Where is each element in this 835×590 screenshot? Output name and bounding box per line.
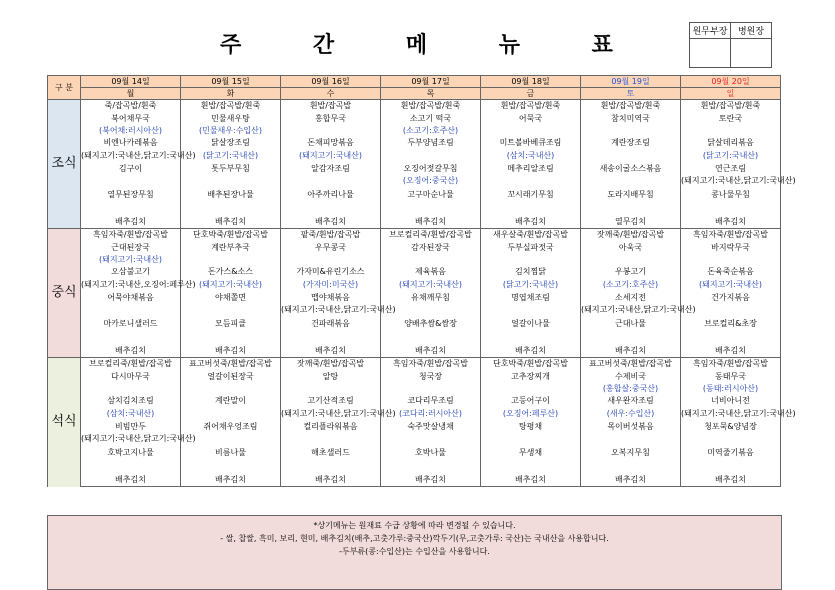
menu-item: 닭살장조림	[181, 136, 281, 149]
header-date: 09월 14일	[81, 76, 181, 88]
menu-item: (돼지고기:국내산,닭고기:국내산)	[581, 305, 696, 314]
menu-item: 소고기 떡국	[381, 111, 481, 125]
menu-item	[581, 332, 681, 343]
menu-item: 두부양념조림	[381, 136, 481, 149]
header-date: 09월 18일	[481, 76, 581, 88]
menu-item	[381, 254, 481, 265]
menu-item: 고기산적조림	[281, 394, 381, 407]
menu-item: 맵야채볶음	[281, 290, 381, 304]
menu-item	[281, 254, 381, 265]
header-day: 화	[181, 88, 281, 100]
menu-item: 배추김치	[381, 214, 481, 229]
menu-item: 열무김치	[581, 214, 681, 229]
menu-item: 숙주맛살냉채	[381, 419, 481, 433]
menu-item: 근대된장국	[81, 240, 181, 254]
menu-item: 단호박죽/흰밥/잡곡밥	[181, 229, 281, 241]
menu-item: 청포묵&양념장	[681, 419, 781, 433]
menu-item: 돈채피망볶음	[281, 136, 381, 149]
menu-item	[481, 332, 581, 343]
menu-item	[381, 332, 481, 343]
approval-label-1: 원무부장	[690, 23, 731, 39]
menu-item	[481, 304, 581, 315]
menu-item	[381, 433, 481, 444]
menu-row	[48, 383, 781, 394]
menu-item: 브로컬리죽/흰밥/잡곡밥	[381, 229, 481, 241]
menu-row	[48, 100, 781, 112]
menu-item: 배추김치	[381, 343, 481, 358]
menu-item	[181, 203, 281, 214]
menu-item	[581, 149, 681, 161]
menu-row	[48, 369, 781, 383]
menu-item: (닭고기:국내산)	[681, 149, 781, 161]
menu-row	[48, 278, 781, 290]
menu-item: 배추된장나물	[181, 186, 281, 203]
menu-item	[381, 461, 481, 472]
menu-item: 흑임자죽/흰밥/잡곡밥	[681, 229, 781, 241]
menu-item: (소고기:호주산)	[381, 125, 481, 136]
menu-item	[481, 461, 581, 472]
menu-item: 배추김치	[681, 214, 781, 229]
menu-item: 어묵국	[481, 111, 581, 125]
header-day: 수	[281, 88, 381, 100]
menu-item	[281, 383, 381, 394]
menu-item: 아주까리나물	[281, 186, 381, 203]
menu-item: 알감자조림	[281, 161, 381, 175]
menu-item: (돼지고기:국내산,닭고기:국내산)	[81, 150, 196, 160]
menu-item: 김치찜닭	[481, 265, 581, 278]
menu-item: 쥐어채우엉조림	[181, 419, 281, 433]
menu-item: 고구마순나물	[381, 186, 481, 203]
menu-item: (삼치:국내산)	[81, 407, 181, 419]
menu-row	[48, 433, 781, 444]
menu-item: 흰밥/잡곡밥/흰죽	[381, 100, 481, 112]
menu-item: 참치미역국	[581, 111, 681, 125]
menu-item: 바지락무국	[681, 240, 781, 254]
menu-item	[681, 332, 781, 343]
menu-row	[48, 332, 781, 343]
approval-sign-1[interactable]	[690, 39, 731, 68]
header-dates-row	[48, 76, 781, 88]
menu-item	[581, 461, 681, 472]
menu-item: (오징어:페루산)	[481, 407, 581, 419]
menu-item: 계란장조림	[581, 136, 681, 149]
menu-item: 얼갈이나물	[481, 315, 581, 332]
menu-row	[48, 175, 781, 186]
menu-item: 고추장찌개	[481, 369, 581, 383]
menu-item: 메추리알조림	[481, 161, 581, 175]
footer-note-2: - 쌀, 찹쌀, 흑미, 보리, 현미, 배추김치(배추,고춧가루:중국산)깍두기(무,고춧가루: 국산)는 국내산을 사용합니다.	[220, 534, 609, 543]
menu-item: 코다리무조림	[381, 394, 481, 407]
menu-item: (삼치:국내산)	[481, 149, 581, 161]
menu-item: 흑임자죽/흰밥/잡곡밥	[381, 358, 481, 370]
meal-label: 조식	[48, 100, 81, 229]
header-day: 목	[381, 88, 481, 100]
menu-item: 흑임자죽/흰밥/잡곡밥	[681, 358, 781, 370]
menu-item	[181, 383, 281, 394]
menu-item: 배추김치	[581, 343, 681, 358]
header-day: 월	[81, 88, 181, 100]
menu-item	[581, 433, 681, 444]
menu-row	[48, 472, 781, 487]
page-title: 주 간 메 뉴 표	[220, 33, 645, 58]
menu-item: 해초샐러드	[281, 444, 381, 461]
menu-item: (돼지고기:국내산)	[281, 149, 381, 161]
menu-item: 홍합무국	[281, 111, 381, 125]
menu-item: 민물새우탕	[181, 111, 281, 125]
menu-item: 배추김치	[481, 214, 581, 229]
menu-item	[681, 461, 781, 472]
menu-row	[48, 265, 781, 278]
menu-item	[481, 125, 581, 136]
menu-item: 콩나물무침	[681, 186, 781, 203]
menu-item: (가자미:미국산)	[281, 278, 381, 290]
approval-sign-2[interactable]	[731, 39, 772, 68]
menu-item: 표고버섯죽/흰밥/잡곡밥	[581, 358, 681, 370]
menu-item: 브로컬리&초장	[681, 315, 781, 332]
menu-item	[481, 175, 581, 186]
header-date: 09월 15일	[181, 76, 281, 88]
menu-row	[48, 240, 781, 254]
menu-item: 흰밥/잡곡밥/흰죽	[481, 100, 581, 112]
menu-item: 배추김치	[481, 343, 581, 358]
menu-item: 새우완자조림	[581, 394, 681, 407]
menu-item	[181, 461, 281, 472]
menu-item: 꼬시래기무침	[481, 186, 581, 203]
menu-item: (오징어:중국산)	[381, 175, 481, 186]
menu-item: 배추김치	[81, 214, 181, 229]
menu-item: 흑임자죽/흰밥/잡곡밥	[81, 229, 181, 241]
menu-row	[48, 111, 781, 125]
header-day: 토	[581, 88, 681, 100]
menu-item: (동태:러시아산)	[681, 383, 781, 394]
menu-item: 잣깨죽/흰밥/잡곡밥	[581, 229, 681, 241]
menu-item	[81, 461, 181, 472]
menu-item	[81, 203, 181, 214]
menu-item: 가자미&유린기소스	[281, 265, 381, 278]
menu-item: 배추김치	[181, 214, 281, 229]
footer-notes	[47, 515, 782, 590]
menu-item: 청국장	[381, 369, 481, 383]
menu-item: (돼지고기:국내산,오징어:페루산)	[81, 279, 196, 289]
menu-item: (돼지고기:국내산)	[681, 278, 781, 290]
menu-item: 미트볼바베큐조림	[481, 136, 581, 149]
menu-item	[481, 203, 581, 214]
menu-item: 표고버섯죽/흰밥/잡곡밥	[181, 358, 281, 370]
meal-label: 중식	[48, 229, 81, 358]
menu-item: 배추김치	[281, 214, 381, 229]
menu-item: 다시마무국	[81, 369, 181, 383]
menu-item	[181, 332, 281, 343]
menu-row	[48, 444, 781, 461]
menu-item	[581, 254, 681, 265]
menu-item: (돼지고기:국내산,닭고기:국내산)	[681, 408, 796, 418]
menu-item: 수제비국	[581, 369, 681, 383]
menu-item: (코다리:러시아산)	[381, 407, 481, 419]
menu-item: 컬리플라워볶음	[281, 419, 381, 433]
menu-item	[281, 175, 381, 186]
menu-item: 북어채무국	[81, 111, 181, 125]
menu-item	[281, 125, 381, 136]
menu-row	[48, 358, 781, 370]
menu-item	[181, 175, 281, 186]
menu-item	[381, 149, 481, 161]
approval-label-2: 병원장	[731, 23, 772, 39]
menu-item: 죽/잡곡밥/흰죽	[81, 100, 181, 112]
menu-item: 배추김치	[81, 343, 181, 358]
menu-item: 모듬피클	[181, 315, 281, 332]
menu-item	[81, 383, 181, 394]
menu-item: 배추김치	[581, 472, 681, 487]
menu-item: 명엽채조림	[481, 290, 581, 304]
menu-item: 돈육죽순볶음	[681, 265, 781, 278]
menu-item: 배추김치	[681, 343, 781, 358]
menu-item	[481, 383, 581, 394]
menu-item	[81, 304, 181, 315]
menu-row	[48, 125, 781, 136]
menu-item: 어묵야채볶음	[81, 290, 181, 304]
menu-item: 흰밥/잡곡밥	[281, 100, 381, 112]
menu-item	[281, 433, 381, 444]
menu-item: 배추김치	[381, 472, 481, 487]
menu-item: 우무콩국	[281, 240, 381, 254]
menu-item: 김구이	[81, 161, 181, 175]
menu-item: 배추김치	[481, 472, 581, 487]
header-date: 09월 19일	[581, 76, 681, 88]
menu-item: (새우:수입산)	[581, 407, 681, 419]
header-date: 09월 16일	[281, 76, 381, 88]
meal-label: 석식	[48, 358, 81, 487]
header-day: 금	[481, 88, 581, 100]
menu-item: 감자된장국	[381, 240, 481, 254]
menu-item: (닭고기:국내산)	[181, 149, 281, 161]
menu-row	[48, 304, 781, 315]
menu-row	[48, 149, 781, 161]
menu-item: 계란부추국	[181, 240, 281, 254]
header-day: 일	[681, 88, 781, 100]
menu-item: (닭고기:국내산)	[481, 278, 581, 290]
menu-item: 계란말이	[181, 394, 281, 407]
menu-item	[681, 433, 781, 444]
menu-item: (소고기:호주산)	[581, 278, 681, 290]
menu-item: 마카로니샐러드	[81, 315, 181, 332]
menu-row	[48, 214, 781, 229]
menu-item	[181, 407, 281, 419]
menu-row	[48, 229, 781, 241]
menu-item	[181, 254, 281, 265]
menu-item: 도라지배무침	[581, 186, 681, 203]
menu-item: 흰밥/잡곡밥/흰죽	[681, 100, 781, 112]
header-date: 09월 20일	[681, 76, 781, 88]
menu-item: 소세지전	[581, 290, 681, 304]
menu-item	[681, 203, 781, 214]
menu-item	[581, 203, 681, 214]
menu-item: 흰밥/잡곡밥/흰죽	[581, 100, 681, 112]
menu-item: 우봉고기	[581, 265, 681, 278]
menu-item: 비빔만두	[81, 419, 181, 433]
menu-item: (돼지고기:국내산,닭고기:국내산)	[281, 305, 396, 314]
menu-item: 양배추쌈&쌈장	[381, 315, 481, 332]
menu-item: 톳두부무침	[181, 161, 281, 175]
menu-item: 새송이굴소스볶음	[581, 161, 681, 175]
menu-item: 토란국	[681, 111, 781, 125]
menu-row	[48, 461, 781, 472]
menu-item: 배추김치	[181, 472, 281, 487]
menu-item: 건파래볶음	[281, 315, 381, 332]
footer-note-1: *상기메뉴는 원재료 수급 상황에 따라 변경될 수 있습니다.	[313, 521, 516, 530]
menu-item: 제육볶음	[381, 265, 481, 278]
menu-item: 돈가스&소스	[181, 265, 281, 278]
menu-item: 연근조림	[681, 161, 781, 175]
footer-note-3: -두부류(콩:수입산)는 수입산을 사용합니다.	[339, 547, 490, 556]
menu-row	[48, 254, 781, 265]
menu-item: 배추김치	[281, 472, 381, 487]
menu-row	[48, 161, 781, 175]
menu-row	[48, 394, 781, 407]
menu-item: 호박고지나물	[81, 444, 181, 461]
menu-item: 얼갈이된장국	[181, 369, 281, 383]
menu-item: 알탕	[281, 369, 381, 383]
menu-item: 고등어구이	[481, 394, 581, 407]
menu-item: 비엔나카레볶음	[81, 136, 181, 149]
menu-item: 유채깨무침	[381, 290, 481, 304]
menu-item: 탕평채	[481, 419, 581, 433]
menu-item: 오징어젓갈무침	[381, 161, 481, 175]
menu-item: 미역줄기볶음	[681, 444, 781, 461]
menu-row	[48, 290, 781, 304]
menu-row	[48, 343, 781, 358]
menu-item: 새우살죽/흰밥/잡곡밥	[481, 229, 581, 241]
menu-item: 무생채	[481, 444, 581, 461]
menu-item	[681, 125, 781, 136]
menu-item	[381, 203, 481, 214]
menu-item: (돼지고기:국내산)	[81, 254, 181, 265]
menu-item	[681, 254, 781, 265]
header-days-row	[48, 88, 781, 100]
menu-item: 야채쫄면	[181, 290, 281, 304]
menu-row	[48, 136, 781, 149]
menu-item: (민물새우:수입산)	[181, 125, 281, 136]
menu-item	[281, 461, 381, 472]
menu-row	[48, 186, 781, 203]
menu-item: (돼지고기:국내산,닭고기:국내산)	[281, 408, 396, 418]
menu-item: 목이버섯볶음	[581, 419, 681, 433]
menu-item: (돼지고기:국내산)	[381, 278, 481, 290]
menu-item: 너비아니전	[681, 394, 781, 407]
menu-item	[581, 125, 681, 136]
menu-item: 배추김치	[281, 343, 381, 358]
menu-item: 오삼불고기	[81, 265, 181, 278]
menu-item: 아욱국	[581, 240, 681, 254]
menu-item	[481, 433, 581, 444]
menu-item	[181, 304, 281, 315]
menu-item	[81, 175, 181, 186]
menu-item: (홍합살:중국산)	[581, 383, 681, 394]
menu-item: (북어채:러시아산)	[81, 125, 181, 136]
menu-item: 동태무국	[681, 369, 781, 383]
menu-item: 배추김치	[81, 472, 181, 487]
header-label: 구 분	[48, 76, 81, 100]
menu-row	[48, 203, 781, 214]
menu-item: 두부실파젓국	[481, 240, 581, 254]
menu-item	[381, 383, 481, 394]
menu-item: 삼치김치조림	[81, 394, 181, 407]
menu-item	[581, 175, 681, 186]
menu-row	[48, 419, 781, 433]
header-date: 09월 17일	[381, 76, 481, 88]
menu-item: 비름나물	[181, 444, 281, 461]
menu-item: 브로컬리죽/흰밥/잡곡밥	[81, 358, 181, 370]
weekly-menu-table	[47, 75, 796, 487]
menu-item: 닭살데리볶음	[681, 136, 781, 149]
menu-item: 잣깨죽/흰밥/잡곡밥	[281, 358, 381, 370]
menu-item: 호박나물	[381, 444, 481, 461]
approval-box	[689, 22, 772, 68]
menu-item	[281, 332, 381, 343]
menu-item	[481, 254, 581, 265]
menu-item	[81, 332, 181, 343]
menu-item: 근대나물	[581, 315, 681, 332]
menu-item: 배추김치	[181, 343, 281, 358]
menu-row	[48, 407, 781, 419]
menu-item: 건가지볶음	[681, 290, 781, 304]
menu-item: 오복지무침	[581, 444, 681, 461]
menu-item: 팥죽/흰밥/잡곡밥	[281, 229, 381, 241]
menu-item: (돼지고기:국내산,닭고기:국내산)	[681, 176, 796, 185]
menu-item: 배추김치	[681, 472, 781, 487]
menu-item: 단호박죽/흰밥/잡곡밥	[481, 358, 581, 370]
menu-row	[48, 315, 781, 332]
menu-item: 열무된장무침	[81, 186, 181, 203]
menu-item: (돼지고기:국내산)	[181, 278, 281, 290]
menu-item: (돼지고기:국내산,닭고기:국내산)	[81, 434, 196, 443]
menu-item	[281, 203, 381, 214]
menu-item: 흰밥/잡곡밥/흰죽	[181, 100, 281, 112]
